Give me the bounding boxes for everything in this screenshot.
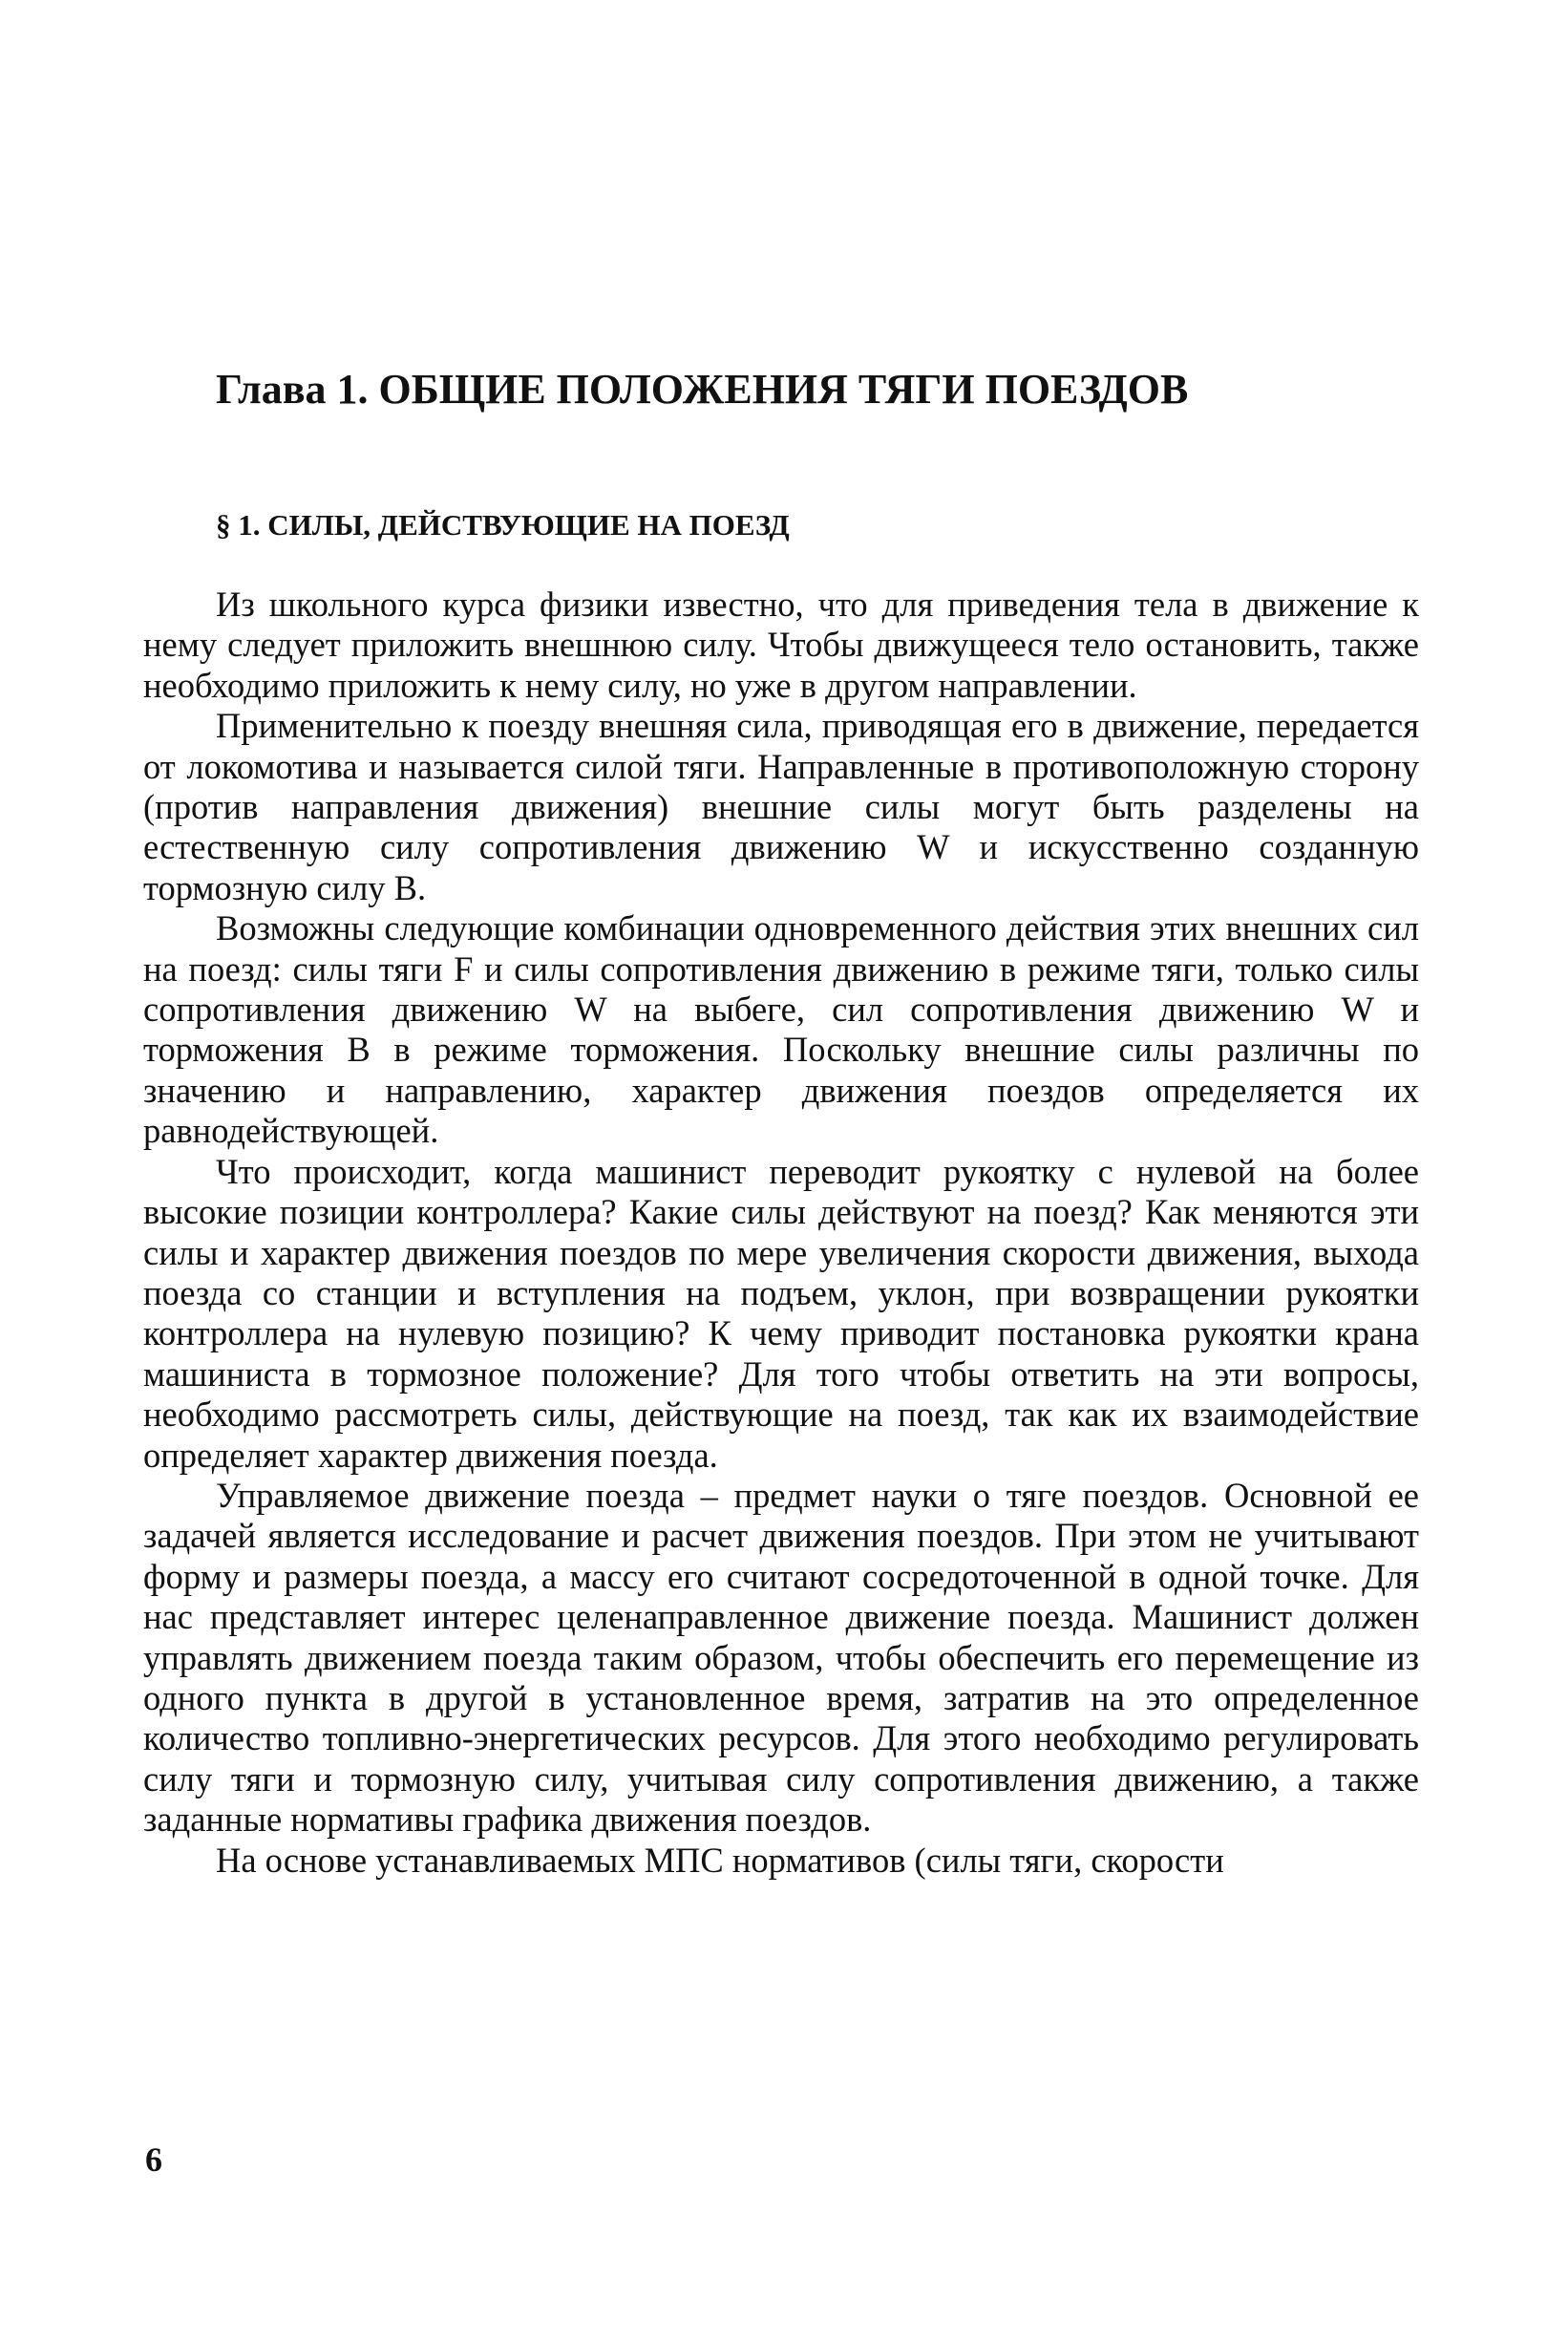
paragraph: Возможны следующие комбинации одновременного действия этих внешних сил на поезд: силы тяги F и силы сопротивления движению в режиме тяги, только силы сопротивления движению W на выбеге, сил сопротивления движению W и торможения B в режиме торможения. Поскольку внешние силы различны по значению и направлению, характер движения поездов определяется их равнодействующей. — [143, 908, 1419, 1151]
paragraph: Управляемое движение поезда – предмет науки о тяге поездов. Основной ее задачей является исследование и расчет движения поездов. При этом не учитывают форму и размеры поезда, а массу его считают сосредоточенной в одной точке. Для нас представляет интерес целенаправленное движение поезда. Машинист должен управлять движением поезда таким образом, чтобы обеспечить его перемещение из одного пункта в другой в установленное время, затратив на это определенное количество топливно-энергетических ресурсов. Для этого необходимо регулировать силу тяги и тормозную силу, учитывая силу сопротивления движению, а также заданные нормативы графика движения поездов. — [143, 1475, 1419, 1840]
paragraph: На основе устанавливаемых МПС нормативов (силы тяги, скорости — [216, 1840, 1224, 1880]
chapter-title: Глава 1. ОБЩИЕ ПОЛОЖЕНИЯ ТЯГИ ПОЕЗДОВ — [216, 366, 1189, 413]
section-title: § 1. СИЛЫ, ДЕЙСТВУЮЩИЕ НА ПОЕЗД — [216, 508, 790, 542]
page-number: 6 — [145, 2140, 162, 2179]
paragraph: Из школьного курса физики известно, что для приведения тела в движение к нему следует приложить внешнюю силу. Чтобы движущееся тело остановить, также необходимо приложить к нему силу, но уже в другом направлении. — [143, 585, 1419, 705]
paragraph: Что происходит, когда машинист переводит рукоятку с нулевой на более высокие позиции контроллера? Какие силы действуют на поезд? Как меняются эти силы и характер движения поездов по мере увеличения скорости движения, выхода поезда со станции и вступления на подъем, уклон, при возвращении рукоятки контроллера на нулевую позицию? К чему приводит постановка рукоятки крана машиниста в тормозное положение? Для того чтобы ответить на эти вопросы, необходимо рассмотреть силы, действующие на поезд, так как их взаимодействие определяет характер движения поезда. — [143, 1151, 1419, 1475]
paragraph: Применительно к поезду внешняя сила, приводящая его в движение, передается от локомотива и называется силой тяги. Направленные в противоположную сторону (против направления движения) внешние силы могут быть разделены на естественную силу сопротивления движению W и искусственно созданную тормозную силу B. — [143, 706, 1419, 907]
body-text — [143, 585, 1419, 1881]
